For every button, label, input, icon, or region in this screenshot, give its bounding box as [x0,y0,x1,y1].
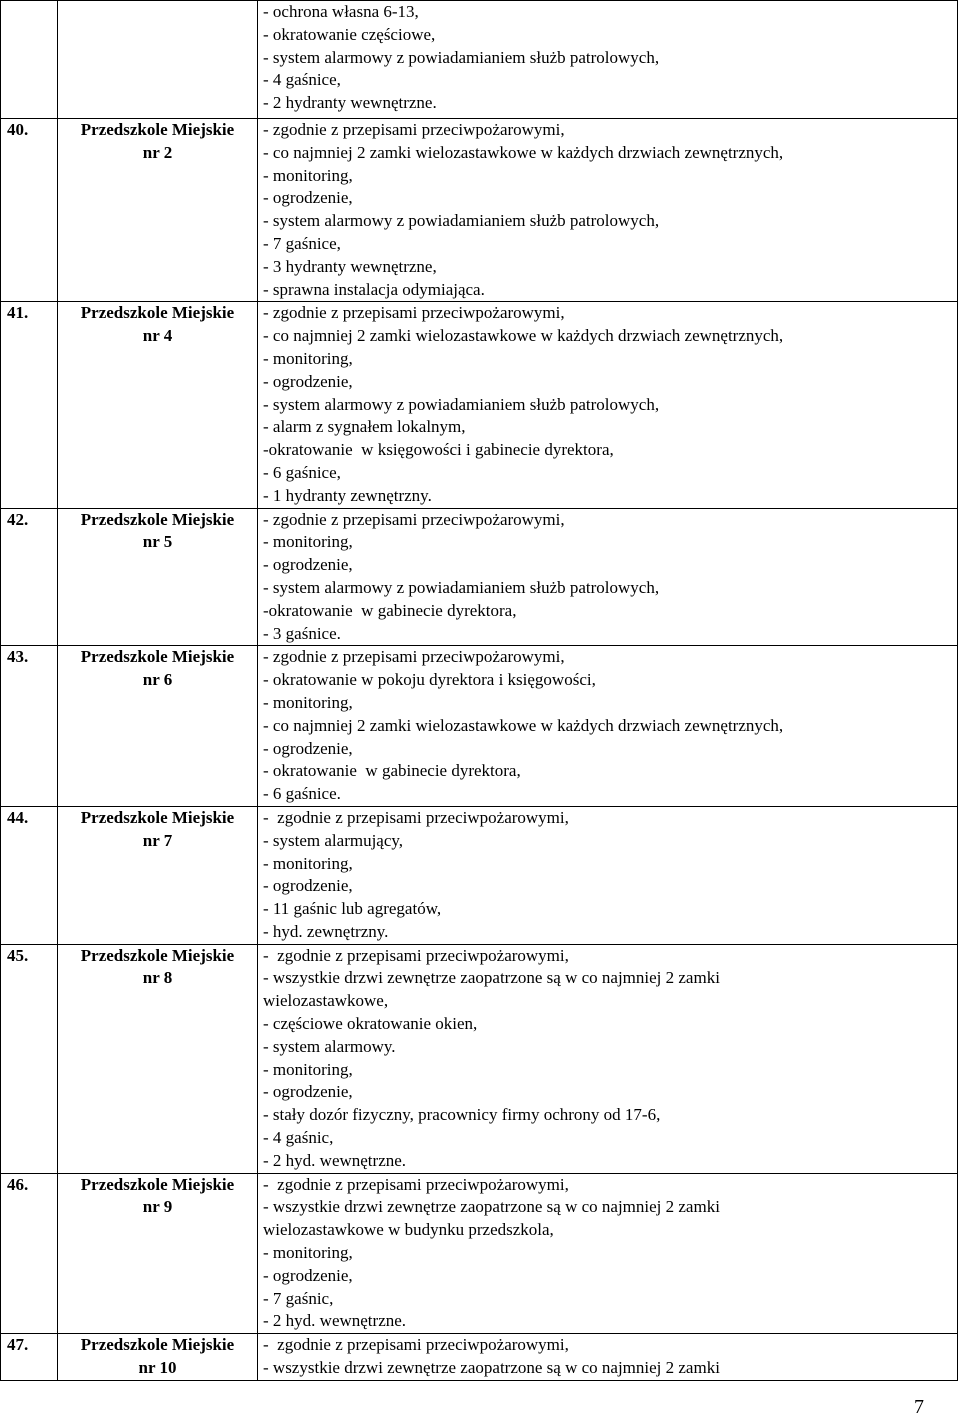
name-cell [58,1334,258,1381]
measure-line: - 1 hydranty zewnętrzny. [263,485,432,505]
measures-cell [258,1334,958,1381]
table-row [1,944,958,1173]
institution-name: Przedszkole Miejskie [80,303,235,323]
measure-line: - alarm z sygnałem lokalnym, [263,417,466,437]
institution-name: nr 4 [142,326,173,346]
measure-line: - 11 gaśnic lub agregatów, [263,899,442,919]
measure-line: - system alarmowy z powiadamianiem służb patrolowych, [263,211,660,231]
num-cell [1,1,58,119]
measure-line: - 4 gaśnice, [263,70,341,90]
measure-line: - monitoring, [263,165,353,185]
measure-line: - 4 gaśnic, [263,1128,334,1148]
measure-line: - 2 hyd. wewnętrzne. [263,1311,407,1331]
row-number: 45. [7,945,29,965]
measure-line: - stały dozór fizyczny, pracownicy firmy ochrony od 17-6, [263,1105,661,1125]
num-cell [1,1334,58,1381]
measure-line: - monitoring, [263,1243,353,1263]
measure-line: - monitoring, [263,853,353,873]
name-cell [58,119,258,302]
measures-cell [258,302,958,508]
institution-name: nr 2 [142,142,173,162]
measure-line: - ogrodzenie, [263,371,353,391]
table-body [1,1,958,1381]
institution-name: nr 8 [142,968,173,988]
measure-line: - ogrodzenie, [263,555,353,575]
row-number: 41. [7,303,29,323]
name-cell [58,1,258,119]
institution-name: nr 9 [142,1197,173,1217]
measures-cell [258,508,958,646]
measure-line: - co najmniej 2 zamki wielozastawkowe w każdych drzwiach zewnętrznych, [263,715,784,735]
measure-line: - zgodnie z przepisami przeciwpożarowymi, [263,509,565,529]
institution-name: Przedszkole Miejskie [80,1335,235,1355]
num-cell [1,302,58,508]
num-cell [1,1173,58,1334]
num-cell [1,119,58,302]
measure-line: - 2 hydranty wewnętrzne. [263,93,437,113]
measure-line: - 7 gaśnice, [263,233,341,253]
measure-line: - 6 gaśnice, [263,462,341,482]
name-cell [58,508,258,646]
measure-line: - hyd. zewnętrzny. [263,921,389,941]
measure-line: - zgodnie z przepisami przeciwpożarowymi, [263,1174,569,1194]
measure-line: - sprawna instalacja odymiająca. [263,279,485,299]
measure-line: - co najmniej 2 zamki wielozastawkowe w każdych drzwiach zewnętrznych, [263,326,784,346]
measure-line: wielozastawkowe w budynku przedszkola, [263,1220,554,1240]
institution-name: Przedszkole Miejskie [80,807,235,827]
measure-line: - wszystkie drzwi zewnętrze zaopatrzone są w co najmniej 2 zamki [263,1197,720,1217]
name-cell [58,806,258,944]
row-number: 44. [7,807,29,827]
row-number: 47. [7,1335,29,1355]
table-row [1,302,958,508]
measure-line: - 3 gaśnice. [263,623,341,643]
measure-line: - co najmniej 2 zamki wielozastawkowe w każdych drzwiach zewnętrznych, [263,142,784,162]
measure-line: - system alarmujący, [263,830,404,850]
name-cell [58,944,258,1173]
measure-line: - zgodnie z przepisami przeciwpożarowymi, [263,807,569,827]
measure-line: - ogrodzenie, [263,876,353,896]
name-cell [58,1173,258,1334]
row-number: 42. [7,509,29,529]
row-number: 46. [7,1174,29,1194]
measure-line: - 2 hyd. wewnętrzne. [263,1150,407,1170]
measure-line: - okratowanie w gabinecie dyrektora, [263,761,521,781]
page-number: 7 [914,1396,924,1418]
row-number: 40. [7,120,29,139]
measure-line: - ogrodzenie, [263,738,353,758]
measure-line: - częściowe okratowanie okien, [263,1014,478,1034]
institution-name: nr 7 [142,830,173,850]
measure-line: wielozastawkowe, [263,991,389,1011]
table-row [1,646,958,807]
measure-line: - okratowanie częściowe, [263,24,436,44]
measures-cell [258,1,958,119]
num-cell [1,508,58,646]
institution-name: Przedszkole Miejskie [80,647,235,667]
measure-line: - zgodnie z przepisami przeciwpożarowymi, [263,120,565,139]
measure-line: - monitoring, [263,692,353,712]
name-cell [58,302,258,508]
institution-name: nr 10 [138,1358,177,1378]
measure-line: - zgodnie z przepisami przeciwpożarowymi, [263,1335,569,1355]
num-cell [1,806,58,944]
measure-line: - zgodnie z przepisami przeciwpożarowymi, [263,303,565,323]
measure-line: - system alarmowy z powiadamianiem służb patrolowych, [263,577,660,597]
measure-line: - system alarmowy z powiadamianiem służb patrolowych, [263,394,660,414]
institution-name: Przedszkole Miejskie [80,120,235,139]
measure-line: - 6 gaśnice. [263,784,341,804]
measure-line: - ogrodzenie, [263,1265,353,1285]
table-row [1,1334,958,1381]
measure-line: - okratowanie w pokoju dyrektora i księgowości, [263,670,596,690]
measure-line: - wszystkie drzwi zewnętrze zaopatrzone są w co najmniej 2 zamki [263,968,720,988]
measure-line: - monitoring, [263,532,353,552]
table-row-continuation [1,1,958,119]
measure-line: - zgodnie z przepisami przeciwpożarowymi, [263,647,565,667]
num-cell [1,646,58,807]
measure-line: - zgodnie z przepisami przeciwpożarowymi, [263,945,569,965]
measure-line: -okratowanie w księgowości i gabinecie dyrektora, [263,440,614,460]
measures-cell [258,119,958,302]
measure-line: - 7 gaśnic, [263,1288,334,1308]
institution-name: Przedszkole Miejskie [80,1174,235,1194]
table-row [1,806,958,944]
table-row [1,1173,958,1334]
measure-line: - monitoring, [263,1059,353,1079]
measure-line: - 3 hydranty wewnętrzne, [263,256,437,276]
table-row [1,119,958,302]
table-row [1,508,958,646]
institution-name: nr 5 [142,532,173,552]
measure-line: -okratowanie w gabinecie dyrektora, [263,600,517,620]
measure-line: - monitoring, [263,348,353,368]
measure-line: - system alarmowy z powiadamianiem służb patrolowych, [263,47,660,67]
institution-name: Przedszkole Miejskie [80,509,235,529]
name-cell [58,646,258,807]
measures-cell [258,1173,958,1334]
measure-line: - wszystkie drzwi zewnętrze zaopatrzone są w co najmniej 2 zamki [263,1358,720,1378]
measure-line: - ochrona własna 6-13, [263,2,419,21]
institution-name: nr 6 [142,670,173,690]
measure-line: - system alarmowy. [263,1036,396,1056]
measures-cell [258,944,958,1173]
measures-cell [258,646,958,807]
num-cell [1,944,58,1173]
measures-cell [258,806,958,944]
row-number: 43. [7,647,29,667]
institution-name: Przedszkole Miejskie [80,945,235,965]
measure-line: - ogrodzenie, [263,1082,353,1102]
measure-line: - ogrodzenie, [263,188,353,208]
